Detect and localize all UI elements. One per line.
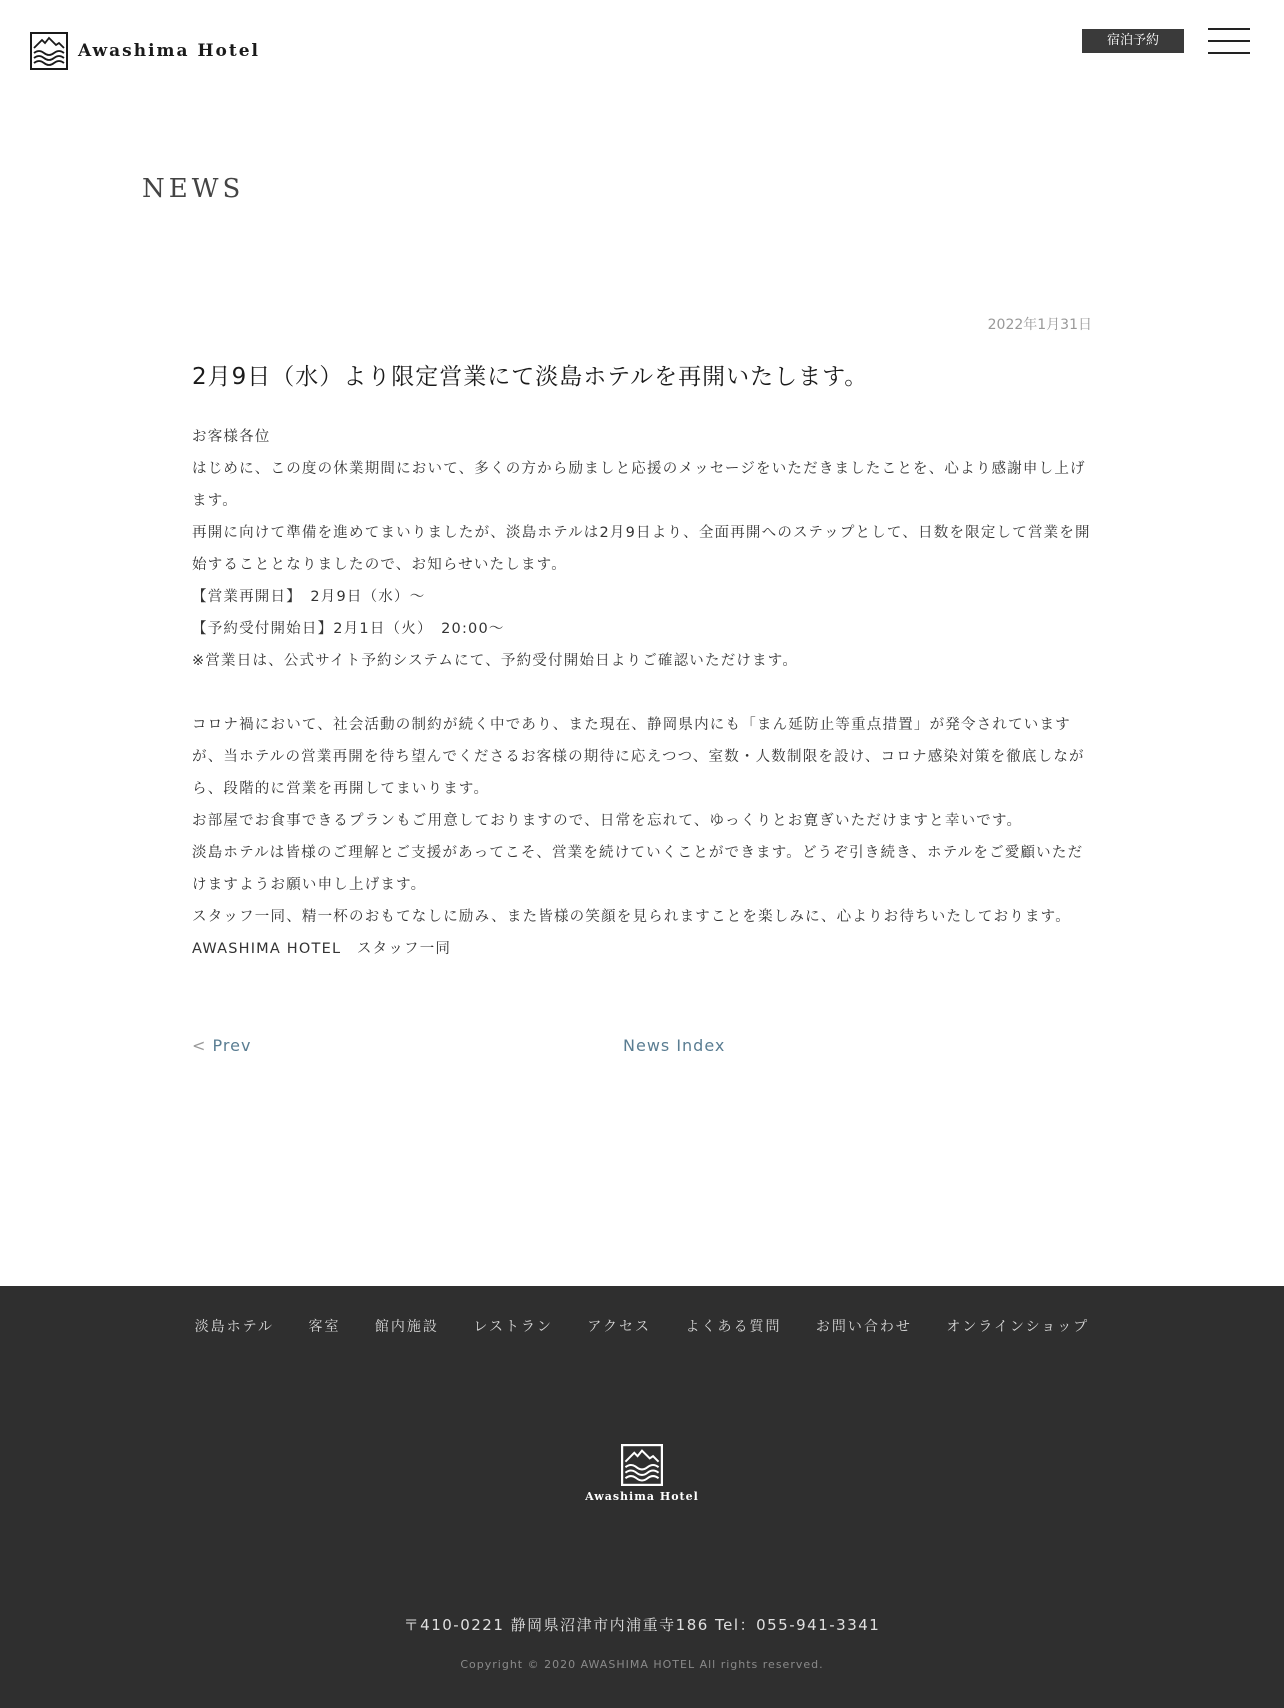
footer-logo[interactable]: [0, 1444, 1284, 1503]
body-paragraph: はじめに、この度の休業期間において、多くの方から励ましと応援のメッセージをいただきましたことを、心より感謝申し上げます。: [192, 461, 1086, 509]
body-paragraph: 淡島ホテルは皆様のご理解とご支援があってこそ、営業を続けていくことができます。どうぞ引き続き、ホテルをご愛顧いただけますようお願い申し上げます。: [192, 845, 1084, 893]
footer-nav-restaurant[interactable]: レストラン: [473, 1319, 553, 1335]
body-paragraph: 【営業再開日】 2月9日（水）～: [192, 589, 426, 605]
footer-nav-access[interactable]: アクセス: [587, 1319, 651, 1335]
page-title: NEWS: [142, 174, 245, 204]
menu-bar-bottom: [1208, 52, 1250, 54]
body-paragraph: お部屋でお食事できるプランもご用意しておりますので、日常を忘れて、ゆっくりとお寛ぎいただけますと幸いです。: [192, 813, 1023, 829]
reserve-button[interactable]: 宿泊予約: [1082, 29, 1184, 53]
body-paragraph: コロナ禍において、社会活動の制約が続く中であり、また現在、静岡県内にも「まん延防止等重点措置」が発令されていますが、当ホテルの営業再開を待ち望んでくださるお客様の期待に応えつつ、室数・人数制限を設け、コロナ感染対策を徹底しながら、段階的に営業を再開してまいります。: [192, 717, 1085, 797]
body-paragraph: 再開に向けて準備を進めてまいりましたが、淡島ホテルは2月9日より、全面再開へのステップとして、日数を限定して営業を開始することとなりましたので、お知らせいたします。: [192, 525, 1091, 573]
footer-nav-online-shop[interactable]: オンラインショップ: [946, 1319, 1090, 1335]
hamburger-menu-icon[interactable]: [1208, 28, 1250, 54]
news-article: [192, 312, 1092, 965]
footer-nav-facilities[interactable]: 館内施設: [374, 1319, 439, 1335]
menu-bar-middle: [1208, 40, 1250, 42]
body-spacer: [192, 677, 1092, 709]
footer-copyright: Copyright © 2020 AWASHIMA HOTEL All rights reserved.: [460, 1658, 824, 1671]
post-title: 2月9日（水）より限定営業にて淡島ホテルを再開いたします。: [192, 364, 869, 390]
body-paragraph: スタッフ一同、精一杯のおもてなしに励み、また皆様の笑顔を見られますことを楽しみに、心よりお待ちいたしております。: [192, 909, 1071, 925]
body-paragraph: 【予約受付開始日】2月1日（火） 20:00～: [192, 621, 505, 637]
prev-link[interactable]: [192, 1036, 251, 1055]
footer-logo-text: Awashima Hotel: [585, 1490, 699, 1503]
body-signature: AWASHIMA HOTEL スタッフ一同: [192, 941, 452, 957]
site-footer: [0, 1286, 1284, 1708]
menu-bar-top: [1208, 28, 1250, 30]
footer-nav-hotel[interactable]: 淡島ホテル: [194, 1319, 274, 1335]
footer-nav-faq[interactable]: よくある質問: [685, 1319, 782, 1335]
news-index-link[interactable]: News Index: [623, 1036, 726, 1055]
footer-nav: [0, 1316, 1284, 1336]
prev-label: Prev: [212, 1036, 252, 1055]
footer-nav-contact[interactable]: お問い合わせ: [815, 1319, 912, 1335]
footer-nav-rooms[interactable]: 客室: [308, 1319, 341, 1335]
hotel-logo-icon: [621, 1444, 663, 1486]
footer-address: 〒410-0221 静岡県沼津市内浦重寺186 Tel：055-941-3341: [403, 1616, 881, 1634]
post-body: [192, 421, 1092, 965]
hotel-logo-icon: [30, 32, 68, 70]
prev-arrow-icon: <: [192, 1036, 207, 1055]
body-paragraph: ※営業日は、公式サイト予約システムにて、予約受付開始日よりご確認いただけます。: [192, 653, 799, 669]
site-header: [0, 0, 1284, 100]
body-paragraph: お客様各位: [192, 429, 271, 445]
logo-text: Awashima Hotel: [78, 41, 260, 61]
post-date: 2022年1月31日: [987, 317, 1092, 333]
site-logo[interactable]: [30, 32, 260, 70]
